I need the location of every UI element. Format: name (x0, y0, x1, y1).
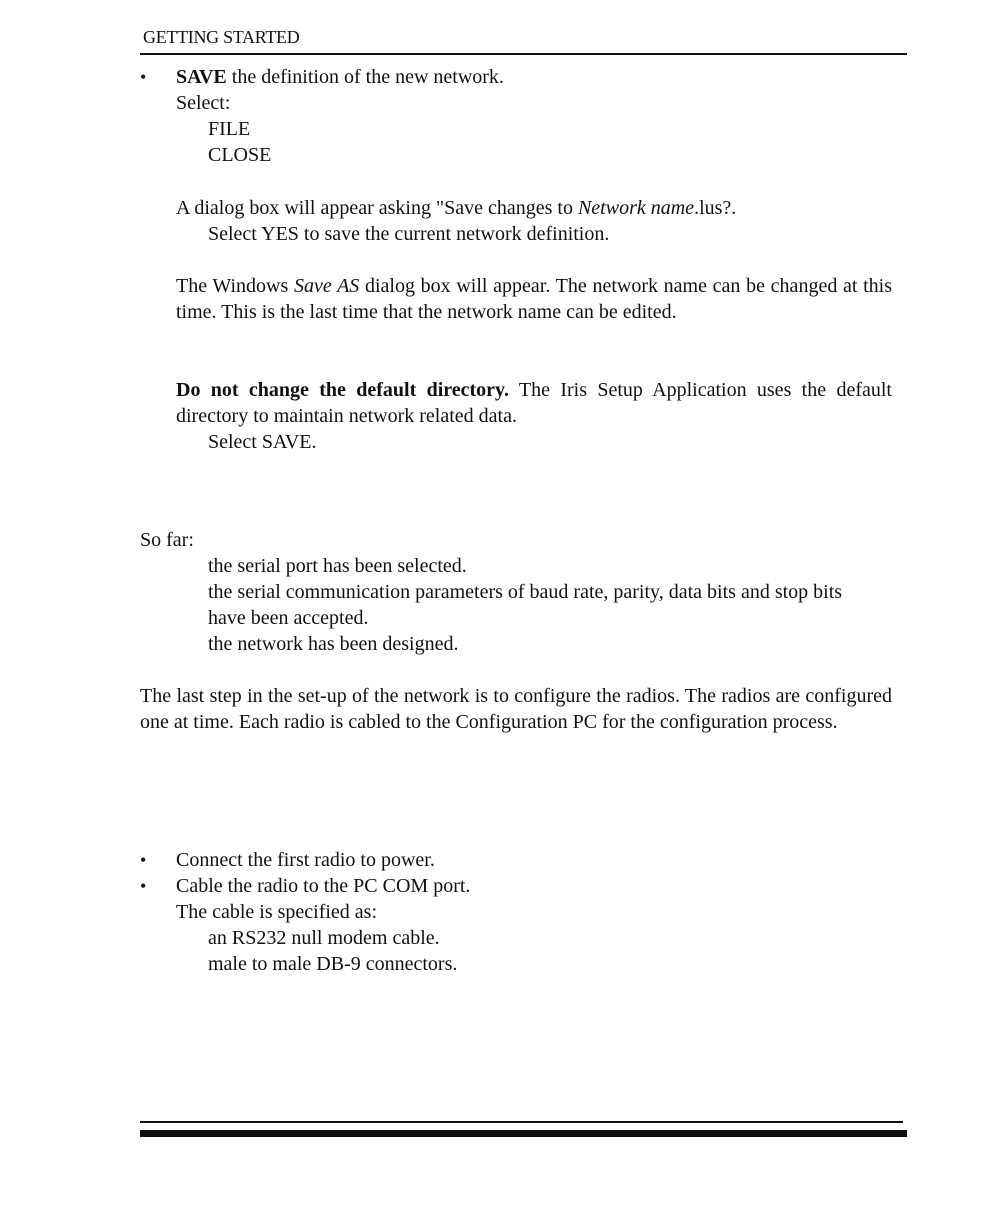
saveas-text-suffix: dialog box will appear. The network name can be changed at this time. This is the last time that the network name can be edited. (176, 275, 893, 323)
save-step-heading (176, 64, 504, 90)
save-keyword: SAVE (176, 66, 227, 88)
footer-rule-thin (140, 1121, 903, 1123)
cable-step: Cable the radio to the PC COM port. (176, 875, 471, 897)
footer-rule-thick (140, 1130, 907, 1137)
cable-intro: The cable is specified as: (176, 901, 378, 923)
warning-text: The Iris Setup Application uses the default directory to maintain network related data. (176, 379, 892, 427)
bullet-marker: • (140, 850, 147, 870)
menu-item-file: FILE (208, 118, 251, 140)
select-label: Select: (176, 92, 231, 114)
directory-warning (176, 377, 892, 429)
cable-spec: an RS232 null modem cable. (208, 927, 440, 949)
dialog-text-suffix: .lus?. (694, 197, 737, 219)
summary-item: the serial communication parameters of baud rate, parity, data bits and stop bits have been accepted. (208, 581, 843, 629)
saveas-text-prefix: The Windows (176, 275, 294, 297)
dialog-action: Select YES to save the current network definition. (208, 223, 610, 245)
running-header: GETTING STARTED (143, 27, 300, 47)
connect-power-step: Connect the first radio to power. (176, 849, 435, 871)
warning-bold: Do not change the default directory. (176, 379, 509, 401)
bullet-marker: • (140, 67, 147, 87)
menu-item-close: CLOSE (208, 144, 272, 166)
configure-radios-paragraph: The last step in the set-up of the network is to configure the radios. The radios are configured one at time. Each radio is cabled to the Configuration PC for the configuration process. (140, 685, 892, 733)
saveas-dialog-name: Save AS (293, 275, 360, 297)
bullet-marker: • (140, 876, 147, 896)
network-name-placeholder: Network name (577, 197, 695, 219)
header-rule (140, 53, 907, 55)
summary-intro: So far: (140, 529, 194, 551)
save-step-text: the definition of the new network. (226, 66, 504, 88)
dialog-description (176, 195, 736, 221)
save-action: Select SAVE. (208, 431, 317, 453)
dialog-text-prefix: A dialog box will appear asking "Save changes to (176, 197, 578, 219)
summary-item: the network has been designed. (208, 633, 459, 655)
cable-spec: male to male DB-9 connectors. (208, 953, 458, 975)
summary-item: the serial port has been selected. (208, 555, 467, 577)
saveas-paragraph (176, 273, 892, 325)
